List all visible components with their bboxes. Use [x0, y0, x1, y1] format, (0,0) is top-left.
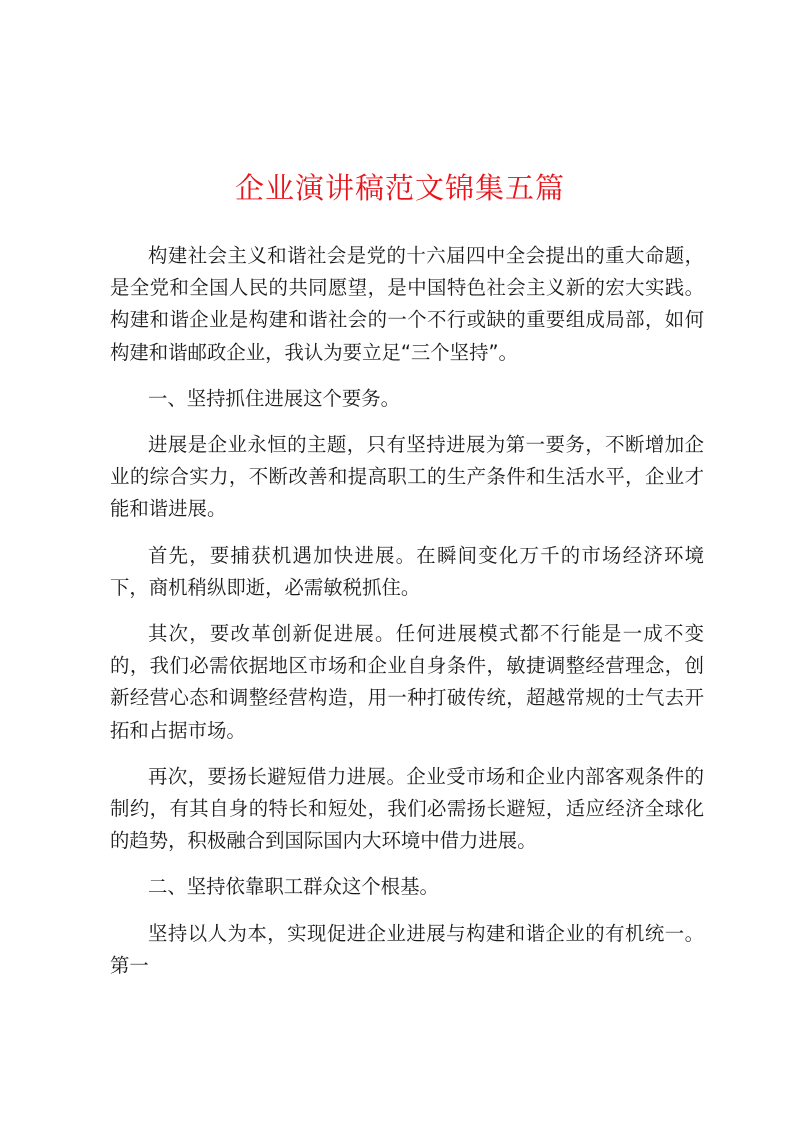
document-body	[110, 240, 704, 996]
paragraph-people: 坚持以人为本，实现促进企业进展与构建和谐企业的有机统一。第一	[110, 921, 704, 977]
paragraph-development: 进展是企业永恒的主题，只有坚持进展为第一要务，不断增加企业的综合实力，不断改善和提高职工的生产条件和生活水平，企业才能和谐进展。	[110, 433, 704, 521]
paragraph-intro: 构建社会主义和谐社会是党的十六届四中全会提出的重大命题，是全党和全国人民的共同愿望，是中国特色社会主义新的宏大实践。构建和谐企业是构建和谐社会的一个不行或缺的重要组成局部，如何构建和谐邮政企业，我认为要立足“三个坚持”。	[110, 244, 704, 364]
paragraph-second: 其次，要改革创新促进展。任何进展模式都不行能是一成不变的，我们必需依据地区市场和企业自身条件，敏捷调整经营理念，创新经营心态和调整经营构造，用一种打破传统，超越常规的士气去开拓和占据市场。	[110, 622, 704, 742]
paragraph-first: 首先，要捕获机遇加快进展。在瞬间变化万千的市场经济环境下，商机稍纵即逝，必需敏税抓住。	[110, 543, 704, 599]
section-heading-1: 一、坚持抓住进展这个要务。	[148, 386, 401, 410]
document-title: 企业演讲稿范文锦集五篇	[234, 171, 565, 205]
paragraph-third: 再次，要扬长避短借力进展。企业受市场和企业内部客观条件的制约，有其自身的特长和短处，我们必需扬长避短，适应经济全球化的趋势，积极融合到国际国内大环境中借力进展。	[110, 764, 704, 853]
section-heading-2: 二、坚持依靠职工群众这个根基。	[148, 875, 439, 899]
